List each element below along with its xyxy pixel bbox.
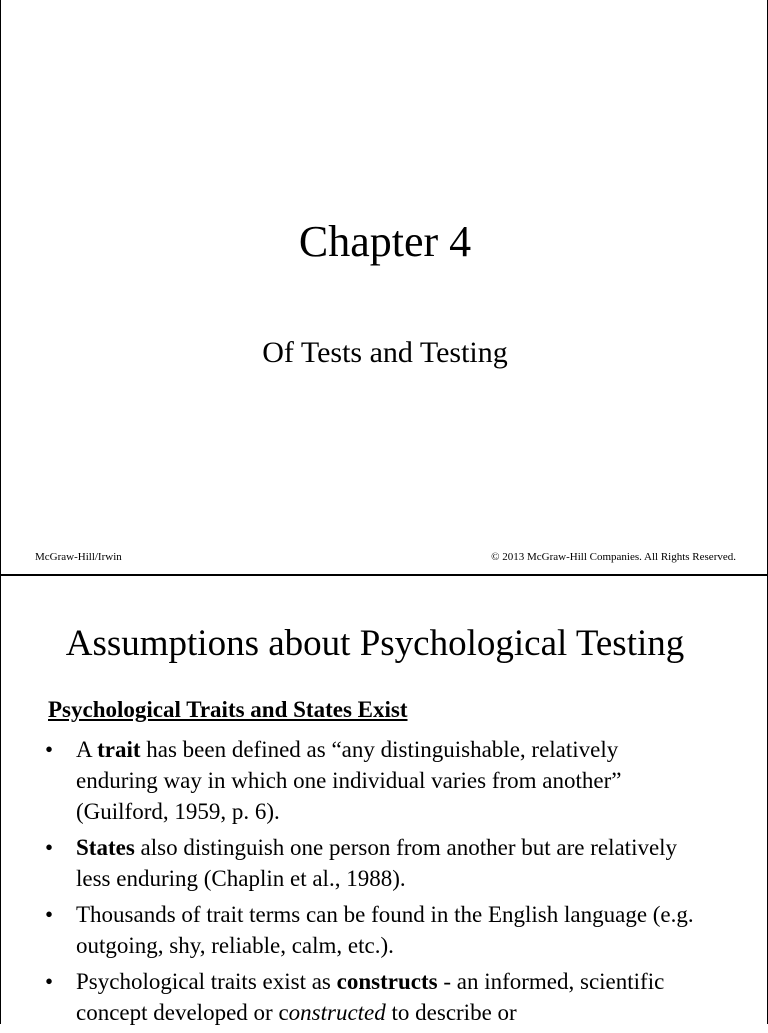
bullet-text: Psychological traits exist as (76, 969, 337, 994)
bullet-icon: • (45, 737, 54, 762)
bullet-text: A (76, 737, 98, 762)
publisher-footer: McGraw-Hill/Irwin (35, 551, 122, 563)
bullet-icon: • (45, 969, 54, 994)
slide-title: Assumptions about Psychological Testing (65, 623, 685, 664)
bullet-list (45, 734, 705, 1033)
bullet-text: also distinguish one person from another but are relatively less enduring (Chaplin et al., 1988). (76, 835, 678, 891)
bullet-icon: • (45, 835, 54, 860)
bullet-text: Thousands of trait terms can be found in the English language (e.g. outgoing, shy, reliable, calm, etc.). (76, 902, 694, 958)
bullet-emphasis: onstructed (288, 1000, 386, 1025)
bullet-term: trait (97, 737, 141, 762)
chapter-subtitle: Of Tests and Testing (262, 336, 508, 369)
list-item (45, 832, 705, 894)
copyright-footer: © 2013 McGraw-Hill Companies. All Rights Reserved. (491, 551, 736, 563)
bullet-text: to describe or (385, 1000, 517, 1025)
bullet-text: has been defined as “any distinguishable, relatively enduring way in which one individual varies from another” (Guilford, 1959, p. 6). (76, 737, 622, 824)
section-heading: Psychological Traits and States Exist (48, 697, 408, 722)
bullet-term: States (76, 835, 135, 860)
chapter-title: Chapter 4 (298, 217, 472, 266)
content-slide (0, 576, 768, 1024)
list-item (45, 966, 705, 1028)
bullet-text: - an informed, scientific concept developed or c (76, 969, 665, 1025)
list-item (45, 899, 705, 961)
bullet-icon: • (45, 902, 54, 927)
bullet-term: constructs (336, 969, 438, 994)
list-item (45, 734, 705, 827)
